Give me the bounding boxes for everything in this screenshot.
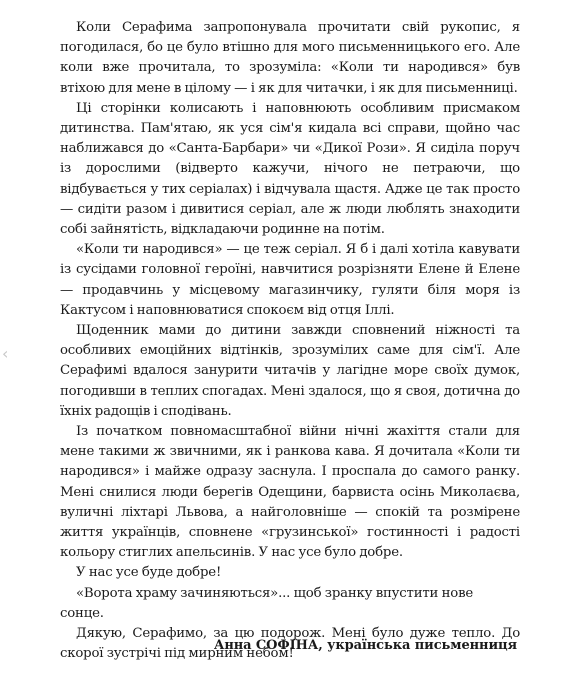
paragraph: Із початком повномасштабної війни нічні жахіття стали для мене такими ж звичними, як і ранкова кава. Я дочитала «Коли ти народився» і майже одразу заснула. І проспала до самого ранку. Мені снилися люди берегів Одещини, барвиста осінь Миколаєва, вуличні ліхтарі Львова, а найголовніше — спокій та розмірене життя українців, сповнене «грузинської» гостинності і радості кольору стиглих апельсинів. У нас усе було добре. [60,424,520,561]
paragraph: Дякую, Серафимо, за цю подорож. Мені було дуже тепло. До скорої зустрічі під мирним небом! [60,626,520,662]
paragraph: «Коли ти народився» — це теж серіал. Я б і далі хотіла кавувати із сусідами головної героїні, навчитися розрізняти Елене й Елене — продавчинь у місцевому магазинчику, гуляти біля моря із Кактусом і наповнюватися спокоєм від отця Іллі. [60,242,520,318]
paragraph: У нас усе буде добре! [76,565,222,581]
paragraph: Щоденник мами до дитини завжди сповнений ніжності та особливих емоційних відтінків, зрозумілих саме для сім'ї. Але Серафимі вдалося занурити читачів у лагідне море своїх думок, погодивши в теплих спогадах. Мені здалося, що я своя, дотична до їхніх радощів і сподівань. [60,323,520,419]
chevron-left-icon[interactable]: ‹ [2,344,9,363]
author-signature: Анна СОФІНА, українська письменниця [213,638,517,653]
paragraph: Ці сторінки колисають і наповнюють особливим присмаком дитинства. Пам'ятаю, як уся сім'я кидала всі справи, щойно час наближався до «Санта-Барбари» чи «Дикої Рози». Я сиділа поруч із дорослими (відверто кажучи, нічого не петраючи, що відбувається у тих серіалах) і відчувала щастя. Адже це так просто — сидіти разом і дивитися серіал, але ж люди люблять знаходити собі зайнятість, відкладаючи родинне на потім. [60,100,520,238]
paragraph: «Ворота храму зачиняються»... щоб зранку впустити нове сонце. [60,585,474,621]
book-page [60,18,520,665]
paragraph: Коли Серафима запропонувала прочитати свій рукопис, я погодилася, бо це було втішно для мого письменницького его. Але коли вже прочитала, то зрозуміла: «Коли ти народився» був втіхою для мене в цілому — і як для читачки, і як для письменниці. [60,20,520,96]
